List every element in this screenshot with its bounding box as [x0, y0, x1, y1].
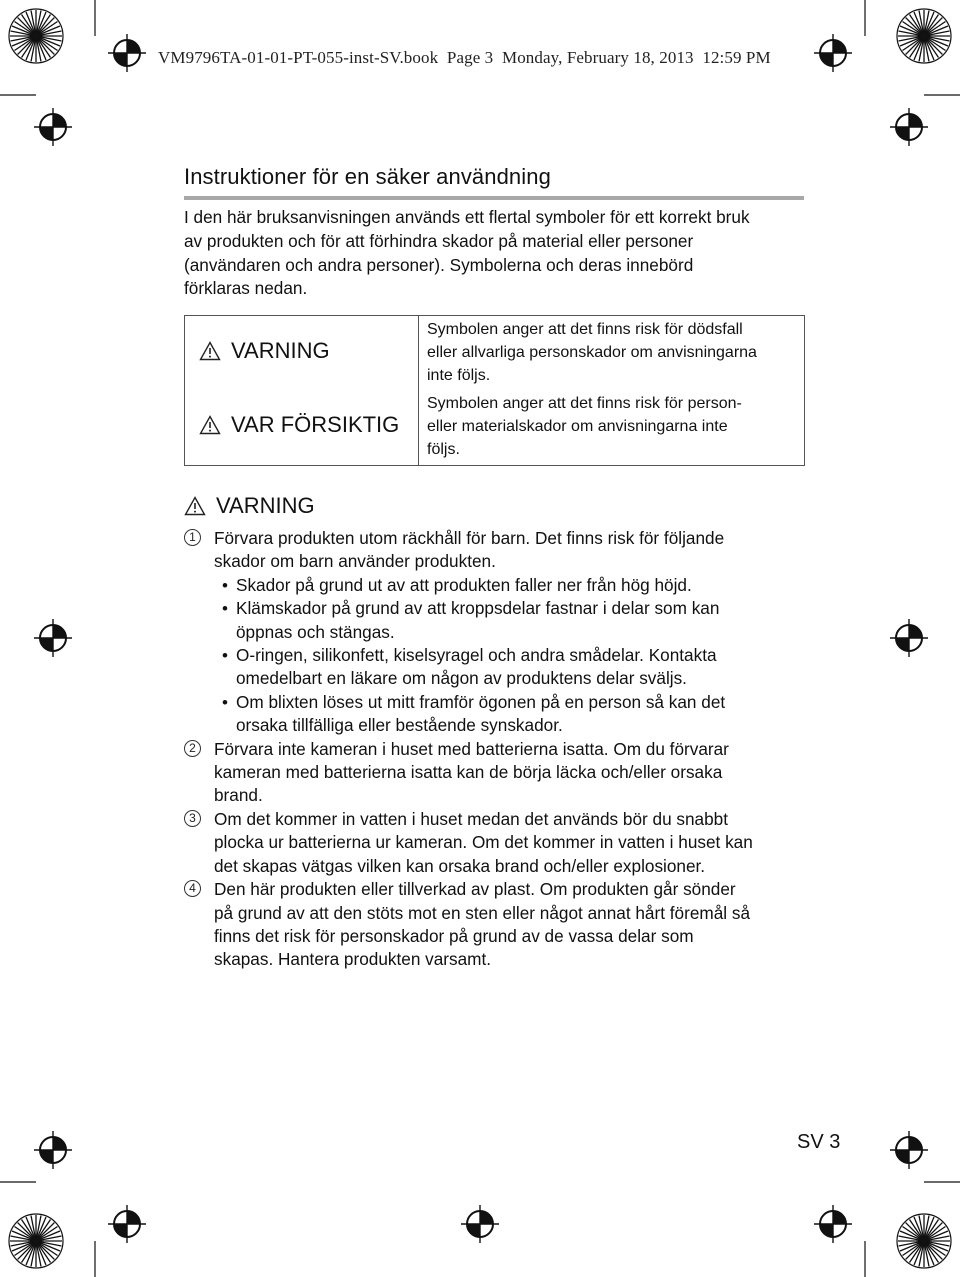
registration-mark-icon	[890, 619, 928, 657]
item-line: brand.	[214, 785, 263, 806]
intro-paragraph	[184, 206, 809, 301]
warning-triangle-icon	[199, 341, 221, 361]
item-number-badge: 3	[184, 810, 201, 827]
item-line: Den här produkten eller tillverkad av plast. Om produkten går sönder	[214, 879, 736, 900]
legend-desc-line: Symbolen anger att det finns risk för person-	[427, 395, 742, 412]
legend-label-warning	[199, 338, 330, 364]
bullet-line: Om blixten löses ut mitt framför ögonen på en person så kan det	[236, 691, 726, 712]
intro-line: (användaren och andra personer). Symbolerna och deras innebörd	[184, 254, 694, 275]
legend-desc-warning	[427, 319, 799, 387]
item-line: kameran med batterierna isatta kan de börja läcka och/eller orsaka	[214, 762, 723, 783]
legend-desc-caution	[427, 393, 799, 461]
legend-label-text: VARNING	[231, 338, 330, 363]
bullet-dot-icon: •	[222, 599, 228, 619]
legend-desc-line: eller allvarliga personskador om anvisningarna	[427, 343, 757, 361]
symbol-legend-table	[184, 315, 805, 466]
registration-mark-icon	[890, 108, 928, 146]
warning-item	[184, 808, 814, 878]
item-line: på grund av att den stöts mot en sten eller något annat hårt föremål så	[214, 902, 751, 923]
registration-mark-icon	[34, 1131, 72, 1169]
item-number-badge: 4	[184, 880, 201, 897]
item-line: Förvara produkten utom räckhåll för barn. Det finns risk för följande	[214, 528, 725, 548]
bullet-line: orsaka tillfälliga eller bestående synskador.	[236, 715, 563, 736]
legend-label-caution	[199, 412, 399, 438]
page-number: SV 3	[797, 1131, 841, 1153]
warning-heading	[184, 493, 315, 519]
legend-desc-line: Symbolen anger att det finns risk för dödsfall	[427, 321, 743, 338]
warning-triangle-icon	[184, 496, 206, 516]
bullet-line: Klämskador på grund av att kroppsdelar fastnar i delar som kan	[236, 598, 720, 619]
warning-heading-text: VARNING	[216, 493, 315, 518]
print-header: VM9796TA-01-01-PT-055-inst-SV.book Page 3 Monday, February 18, 2013 12:59 PM	[158, 48, 771, 67]
starburst-target-icon	[897, 1214, 951, 1268]
item-line: skapas. Hantera produkten varsamt.	[214, 949, 492, 970]
item-line: finns det risk för personskador på grund av de vassa delar som	[214, 925, 694, 946]
legend-divider	[418, 316, 419, 465]
title-rule	[184, 196, 804, 200]
starburst-target-icon	[9, 9, 63, 63]
item-line: Om det kommer in vatten i huset medan det används bör du snabbt	[214, 808, 729, 829]
bullet-line: Skador på grund ut av att produkten faller ner från hög höjd.	[236, 574, 692, 595]
registration-mark-icon	[461, 1205, 499, 1243]
page-title: Instruktioner för en säker användning	[184, 164, 551, 189]
item-line: det skapas vätgas vilken kan orsaka brand och/eller explosioner.	[214, 855, 706, 876]
warning-triangle-icon	[199, 415, 221, 435]
legend-desc-line: följs.	[427, 440, 460, 458]
bullet-list	[214, 574, 814, 738]
bullet-dot-icon: •	[222, 692, 228, 712]
registration-mark-icon	[814, 34, 852, 72]
item-line: skador om barn använder produkten.	[214, 551, 496, 572]
bullet-line: omedelbart en läkare om någon av produktens delar sväljs.	[236, 668, 687, 689]
bullet-line: O-ringen, silikonfett, kiselsyragel och andra smådelar. Kontakta	[236, 645, 717, 666]
item-line: plocka ur batterierna ur kameran. Om det kommer in vatten i huset kan	[214, 832, 753, 853]
legend-desc-line: inte följs.	[427, 366, 491, 384]
legend-label-text: VAR FÖRSIKTIG	[231, 412, 400, 437]
legend-desc-line: eller materialskador om anvisningarna inte	[427, 417, 728, 435]
warning-item	[184, 527, 814, 738]
warning-list	[184, 527, 814, 972]
starburst-target-icon	[9, 1214, 63, 1268]
warning-item	[184, 738, 814, 808]
intro-line: av produkten och för att förhindra skador på material eller personer	[184, 230, 694, 251]
item-number-badge: 1	[184, 529, 201, 546]
intro-line: förklaras nedan.	[184, 278, 308, 299]
item-line: Förvara inte kameran i huset med batterierna isatta. Om du förvarar	[214, 738, 729, 759]
registration-mark-icon	[890, 1131, 928, 1169]
bullet-item	[214, 597, 814, 644]
bullet-dot-icon: •	[222, 646, 228, 666]
warning-item	[184, 878, 814, 972]
bullet-item	[214, 644, 814, 691]
item-number-badge: 2	[184, 740, 201, 757]
bullet-item	[214, 691, 814, 738]
bullet-item	[214, 574, 814, 597]
registration-mark-icon	[108, 1205, 146, 1243]
registration-mark-icon	[108, 34, 146, 72]
registration-mark-icon	[34, 619, 72, 657]
intro-line: I den här bruksanvisningen används ett flertal symboler för ett korrekt bruk	[184, 207, 750, 227]
starburst-target-icon	[897, 9, 951, 63]
registration-mark-icon	[814, 1205, 852, 1243]
bullet-line: öppnas och stängas.	[236, 621, 395, 642]
registration-mark-icon	[34, 108, 72, 146]
bullet-dot-icon: •	[222, 575, 228, 595]
